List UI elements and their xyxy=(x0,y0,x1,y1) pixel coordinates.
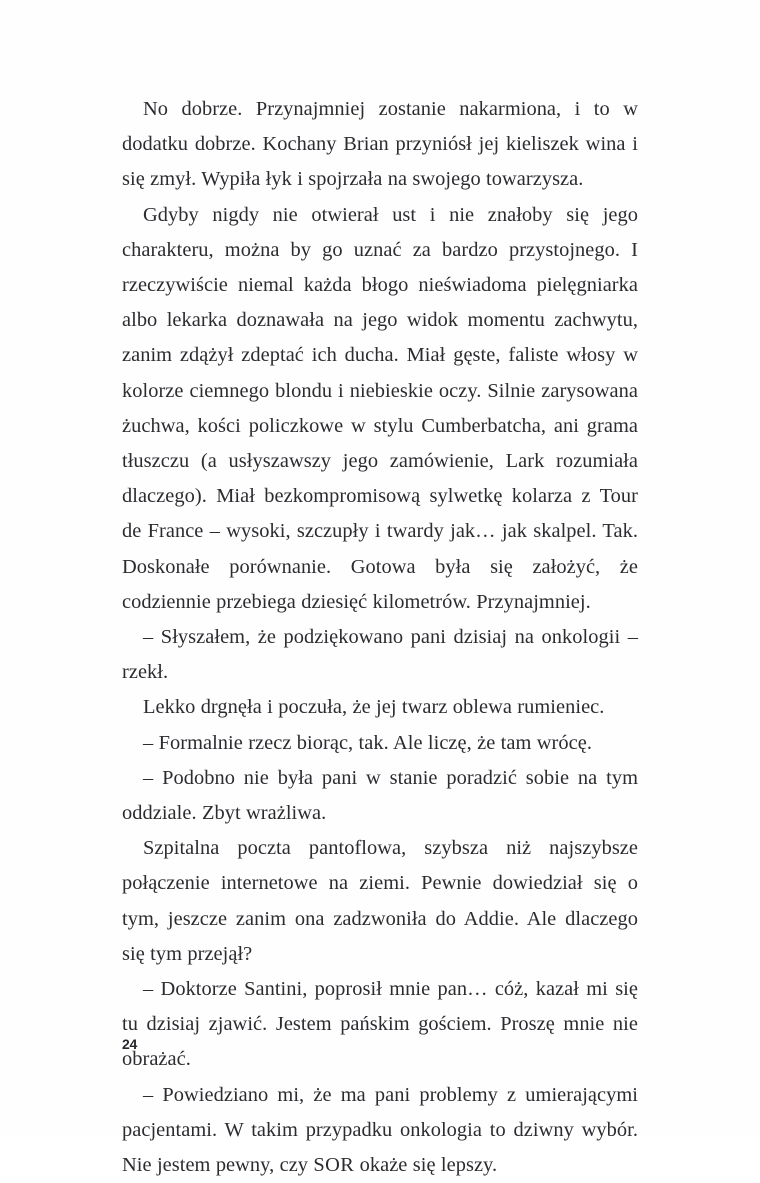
paragraph-dialogue: – Słyszałem, że podziękowano pani dzisiaj na onkologii – rzekł. xyxy=(122,626,638,684)
paragraph: Lekko drgnęła i poczuła, że jej twarz oblewa rumieniec. xyxy=(143,696,605,719)
page-number: 24 xyxy=(122,1036,137,1052)
paragraph: Gdyby nigdy nie otwierał ust i nie znałoby się jego charakteru, można by go uznać za bardzo przystojnego. I rzeczywiście niemal każda błogo nieświadoma pielęgniarka albo lekarka doznawała na jego widok momentu zachwytu, zanim zdążył zdeptać ich ducha. Miał gęste, faliste włosy w kolorze ciemnego blondu i niebieskie oczy. Silnie zarysowana żuchwa, kości policzkowe w stylu Cumberbatcha, ani grama tłuszczu (a usłyszawszy jego zamówienie, Lark rozumiała dlaczego). Miał bezkompromisową sylwetkę kolarza z Tour de France – wysoki, szczupły i twardy jak… jak skalpel. Tak. Doskonałe porównanie. Gotowa była się założyć, że codziennie przebiega dziesięć kilometrów. Przynajmniej. xyxy=(122,203,638,613)
paragraph-dialogue: – Formalnie rzecz biorąc, tak. Ale liczę, że tam wrócę. xyxy=(143,731,592,754)
page-text-block xyxy=(122,92,638,1183)
small-caps-abbreviation: SOR xyxy=(313,1154,355,1177)
paragraph: Szpitalna poczta pantoflowa, szybsza niż najszybsze połączenie internetowe na ziemi. Pewnie dowiedział się o tym, jeszcze zanim ona zadzwoniła do Addie. Ale dlaczego się tym przejął? xyxy=(122,837,638,965)
paragraph-dialogue: – Podobno nie była pani w stanie poradzić sobie na tym oddziale. Zbyt wrażliwa. xyxy=(122,766,638,825)
paragraph-dialogue-final: – Powiedziano mi, że ma pani problemy z umierającymi pacjentami. W takim przypadku onkologia to dziwny wybór. Nie jestem pewny, czy SOR okaże się lepszy. xyxy=(122,1083,638,1177)
paragraph: No dobrze. Przynajmniej zostanie nakarmiona, i to w dodatku dobrze. Kochany Brian przyniósł jej kieliszek wina i się zmył. Wypiła łyk i spojrzała na swojego towarzysza. xyxy=(122,98,638,191)
paragraph-dialogue: – Doktorze Santini, poprosił mnie pan… cóż, kazał mi się tu dzisiaj zjawić. Jestem pańskim gościem. Proszę mnie nie obrażać. xyxy=(122,978,638,1071)
